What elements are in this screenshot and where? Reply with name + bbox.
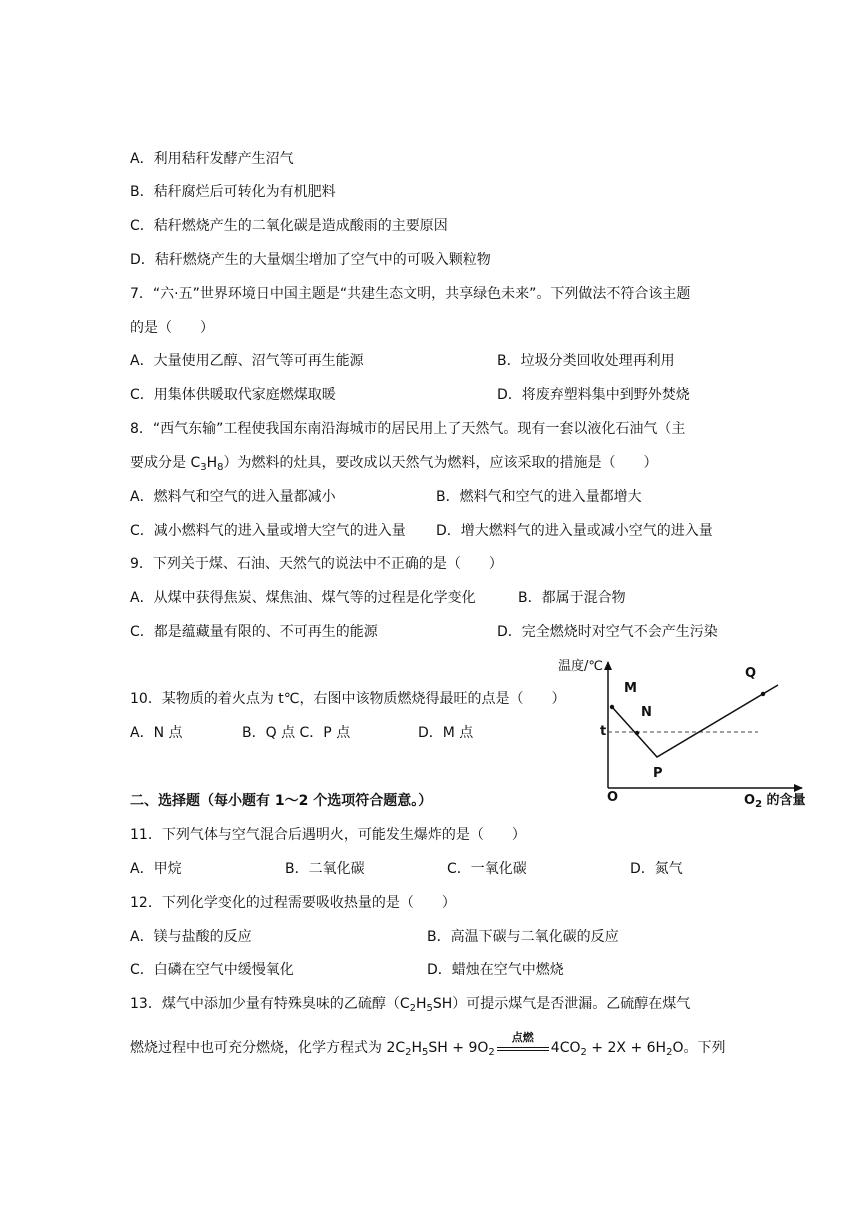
q10-option-d: D．M 点 — [418, 725, 474, 741]
origin-label: O — [607, 790, 619, 805]
q9-option-a: A．从煤中获得焦炭、煤焦油、煤气等的过程是化学变化 — [130, 590, 476, 606]
point-m-label: M — [624, 681, 637, 696]
point-p-label: P — [653, 766, 663, 781]
section-2-heading: 二、选择题（每小题有 1～2 个选项符合题意。） — [130, 793, 433, 809]
q9-option-b: B．都属于混合物 — [518, 590, 626, 606]
q7-stem-line1: 7．“六·五”世界环境日中国主题是“共建生态文明，共享绿色未来”。下列做法不符合该主题 — [130, 286, 691, 302]
q13-equation-line: 燃烧过程中也可充分燃烧，化学方程式为 $2C_2H_5SH + 9O_2$ 点燃 $4CO_2 + 2X + 6H_2O$。下列 — [130, 1038, 725, 1058]
q9-option-d: D．完全燃烧时对空气不会产生污染 — [497, 624, 718, 640]
reaction-condition-label: 点燃 — [511, 1031, 534, 1044]
y-axis-label: 温度/℃ — [558, 659, 603, 674]
point-q-label: Q — [745, 666, 757, 681]
t-label: t — [600, 724, 607, 739]
q11-stem: 11．下列气体与空气混合后遇明火，可能发生爆炸的是（ ） — [130, 827, 526, 843]
q10-option-b-c: B．Q 点 C．P 点 — [242, 725, 351, 741]
q10-stem: 10．某物质的着火点为 t℃，右图中该物质燃烧得最旺的点是（ ） — [130, 691, 566, 707]
q7-option-a: A．大量使用乙醇、沼气等可再生能源 — [130, 353, 364, 369]
q11-option-a: A．甲烷 — [130, 861, 182, 877]
q11-option-b: B．二氧化碳 — [285, 861, 365, 877]
q12-option-c: C．白磷在空气中缓慢氧化 — [130, 962, 294, 978]
q11-option-c: C．一氧化碳 — [447, 861, 527, 877]
q11-option-d: D．氮气 — [630, 861, 683, 877]
q12-option-a: A．镁与盐酸的反应 — [130, 929, 252, 945]
q8-option-d: D．增大燃料气的进入量或减小空气的进入量 — [436, 523, 713, 539]
q7-option-c: C．用集体供暖取代家庭燃煤取暖 — [130, 387, 336, 403]
q10-option-a: A．N 点 — [130, 725, 183, 741]
q6-option-d: D．秸秆燃烧产生的大量烟尘增加了空气中的可吸入颗粒物 — [130, 252, 491, 268]
q6-option-a: A．利用秸秆发酵产生沼气 — [130, 151, 294, 167]
q8-option-c: C．减小燃料气的进入量或增大空气的进入量 — [130, 523, 406, 539]
point-n-label: N — [641, 705, 652, 720]
q9-stem: 9．下列关于煤、石油、天然气的说法中不正确的是（ ） — [130, 556, 503, 572]
q8-option-a: A．燃料气和空气的进入量都减小 — [130, 489, 336, 505]
temperature-oxygen-graph — [550, 650, 840, 820]
q8-stem-line2: 要成分是 $C_3H_8$）为燃料的灶具，要改成以天然气为燃料，应该采取的措施是（ ） — [130, 455, 658, 473]
x-axis-label: $O_2$ 的含量 — [744, 793, 806, 810]
q6-option-b: B．秸秆腐烂后可转化为有机肥料 — [130, 184, 336, 200]
reaction-condition-arrow — [495, 1031, 551, 1058]
q9-option-c: C．都是蕴藏量有限的、不可再生的能源 — [130, 624, 378, 640]
q12-stem: 12．下列化学变化的过程需要吸收热量的是（ ） — [130, 895, 456, 911]
q12-option-b: B．高温下碳与二氧化碳的反应 — [427, 929, 619, 945]
q8-stem-line1: 8．“西气东输”工程使我国东南沿海城市的居民用上了天然气。现有一套以液化石油气（主 — [130, 421, 686, 437]
point-m-marker — [610, 705, 614, 709]
point-n-marker — [635, 731, 639, 735]
q13-stem-line1: 13．煤气中添加少量有特殊臭味的乙硫醇$(C_2H_5SH)$可提示煤气是否泄漏。乙硫醇在煤气 — [130, 996, 691, 1014]
q7-stem-line2: 的是（ ） — [130, 320, 214, 336]
q8-option-b: B．燃料气和空气的进入量都增大 — [436, 489, 642, 505]
q12-option-d: D．蜡烛在空气中燃烧 — [427, 962, 564, 978]
q7-option-b: B．垃圾分类回收处理再利用 — [497, 353, 675, 369]
point-q-marker — [761, 692, 765, 696]
q6-option-c: C．秸秆燃烧产生的二氧化碳是造成酸雨的主要原因 — [130, 218, 448, 234]
q7-option-d: D．将废弃塑料集中到野外焚烧 — [497, 387, 690, 403]
